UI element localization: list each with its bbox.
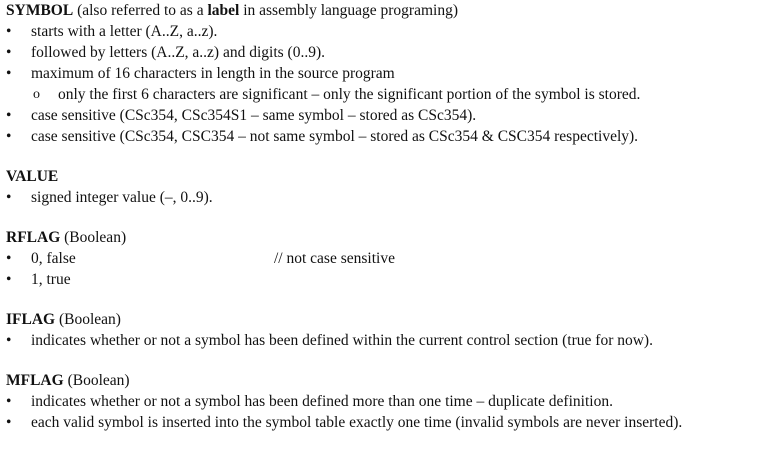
list-item-text: indicates whether or not a symbol has been defined within the current control section (true for now). [31,332,653,349]
list-item-text: case sensitive (CSc354, CSC354 – not same symbol – stored as CSc354 & CSC354 respectively). [31,128,639,145]
symbol-title: SYMBOL [6,2,74,19]
rflag-section [6,227,778,290]
mflag-list [6,391,778,433]
sub-list-item-text: only the first 6 characters are significant – only the significant portion of the symbol is stored. [58,86,641,103]
list-item-text: each valid symbol is inserted into the symbol table exactly one time (invalid symbols are never inserted). [31,414,683,431]
value-heading [6,166,778,187]
list-item [6,248,778,269]
list-item [6,269,778,290]
circle-bullet-icon: o [33,87,40,102]
rflag-title: RFLAG [6,229,61,246]
bullet-icon: • [6,65,12,82]
iflag-list [6,330,778,351]
iflag-section [6,309,778,351]
rflag-comment: // not case sensitive [274,250,395,267]
symbol-heading [6,0,778,21]
list-item-text: followed by letters (A..Z, a..z) and digits (0..9). [31,44,325,61]
list-item-text: signed integer value (–, 0..9). [31,189,213,206]
symbol-intro-post: in assembly language programing) [239,2,458,19]
list-item [6,412,778,433]
bullet-icon: • [6,332,12,349]
rflag-type: (Boolean) [64,229,127,246]
list-item [6,391,778,412]
symbol-list [6,21,778,147]
mflag-section [6,370,778,433]
bullet-icon: • [6,23,12,40]
value-section [6,166,778,208]
symbol-section [6,0,778,147]
sub-list-item [31,84,778,105]
iflag-type: (Boolean) [58,311,121,328]
symbol-sublist [31,84,778,105]
bullet-icon: • [6,414,12,431]
list-item [6,126,778,147]
bullet-icon: • [6,189,12,206]
symbol-intro-bold: label [207,2,240,19]
list-item-text: starts with a letter (A..Z, a..z). [31,23,218,40]
mflag-heading [6,370,778,391]
iflag-title: IFLAG [6,311,56,328]
list-item [6,42,778,63]
mflag-type: (Boolean) [67,372,130,389]
symbol-intro-pre: (also referred to as a [77,2,208,19]
list-item-text: case sensitive (CSc354, CSc354S1 – same symbol – stored as CSc354). [31,107,477,124]
list-item [6,105,778,126]
bullet-icon: • [6,393,12,410]
iflag-heading [6,309,778,330]
bullet-icon: • [6,271,12,288]
rflag-list [6,248,778,290]
list-item-text: 1, true [31,271,71,288]
bullet-icon: • [6,250,12,267]
list-item-text: 0, false [31,250,76,267]
rflag-heading [6,227,778,248]
list-item [6,187,778,208]
list-item [6,63,778,105]
mflag-title: MFLAG [6,372,64,389]
bullet-icon: • [6,107,12,124]
bullet-icon: • [6,128,12,145]
document [6,0,778,433]
list-item [6,21,778,42]
bullet-icon: • [6,44,12,61]
list-item-text: indicates whether or not a symbol has been defined more than one time – duplicate definition. [31,393,613,410]
list-item [6,330,778,351]
list-item-text: maximum of 16 characters in length in the source program [31,65,395,82]
value-list [6,187,778,208]
value-title: VALUE [6,168,59,185]
